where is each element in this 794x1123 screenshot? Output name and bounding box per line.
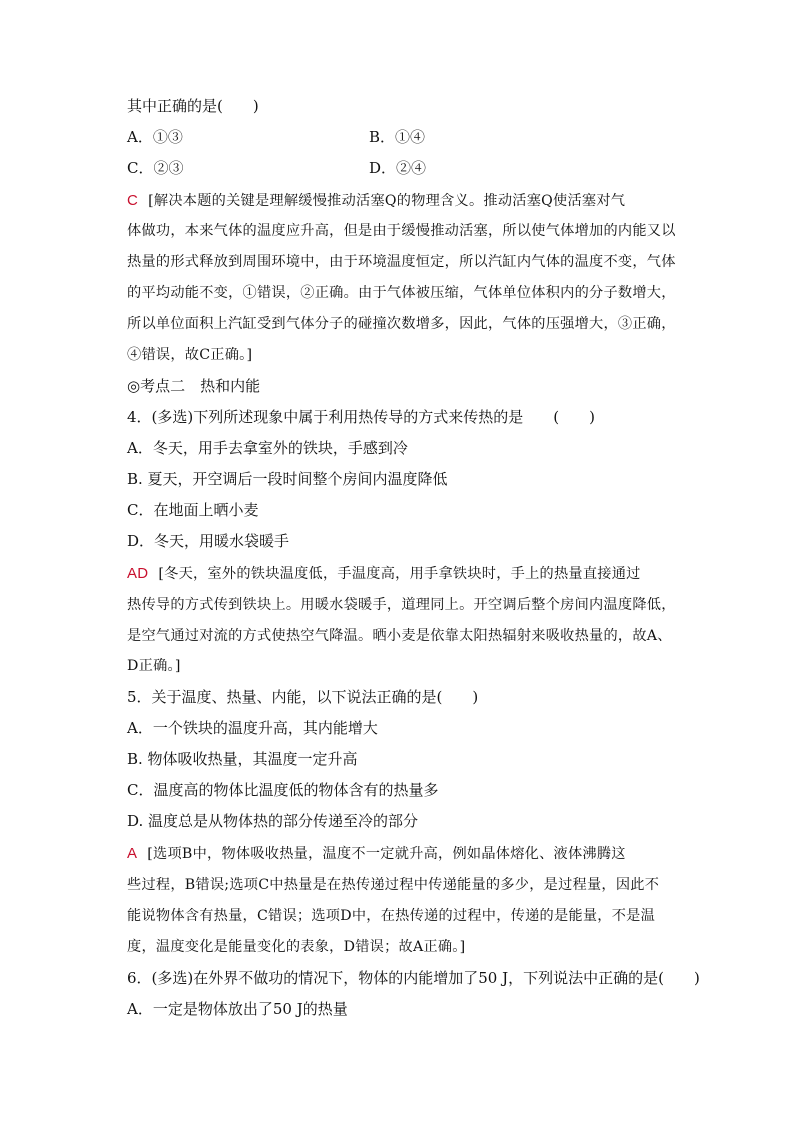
q3-analysis-line-4: 的平均动能不变，①错误，②正确。由于气体被压缩，气体单位体积内的分子数增大， bbox=[127, 285, 676, 301]
q4-analysis-line-4: D正确。] bbox=[127, 658, 181, 674]
q5-option-a: A．一个铁块的温度升高，其内能增大 bbox=[127, 719, 378, 737]
q5-analysis-line-2: 些过程，B错误;选项C中热量是在热传递过程中传递能量的多少，是过程量，因此不 bbox=[127, 877, 660, 893]
q3-answer-mark: C bbox=[127, 192, 139, 209]
q5-answer-mark: A bbox=[127, 845, 138, 862]
q5-option-d: D. 温度总是从物体热的部分传递至冷的部分 bbox=[127, 812, 419, 830]
q3-option-a: A．①③ bbox=[127, 128, 183, 146]
q3-option-c: C．②③ bbox=[127, 159, 184, 177]
q3-stem-tail: 其中正确的是( ) bbox=[127, 97, 259, 115]
q5-analysis-text-1: [选项B中，物体吸收热量，温度不一定就升高，例如晶体熔化、液体沸腾这 bbox=[147, 846, 626, 862]
q3-analysis-line-3: 热量的形式释放到周围环境中，由于环境温度恒定，所以汽缸内气体的温度不变，气体 bbox=[127, 254, 676, 270]
q3-analysis-line-1 bbox=[127, 191, 625, 211]
q4-stem: 4．(多选)下列所述现象中属于利用热传导的方式来传热的是 ( ) bbox=[127, 408, 595, 426]
q4-analysis-line-1 bbox=[127, 564, 641, 584]
q4-option-d: D．冬天，用暖水袋暖手 bbox=[127, 532, 290, 550]
q3-analysis-line-6: ④错误，故C正确。] bbox=[127, 347, 253, 363]
q4-option-c: C．在地面上晒小麦 bbox=[127, 501, 259, 519]
q6-stem: 6．(多选)在外界不做功的情况下，物体的内能增加了50 J，下列说法中正确的是( ) bbox=[127, 969, 700, 987]
q3-analysis-line-2: 体做功，本来气体的温度应升高，但是由于缓慢推动活塞，所以使气体增加的内能又以 bbox=[127, 223, 676, 239]
q6-option-a: A．一定是物体放出了50 J的热量 bbox=[127, 1000, 348, 1018]
q5-analysis-line-3: 能说物体含有热量，C错误；选项D中，在热传递的过程中，传递的是能量，不是温 bbox=[127, 908, 656, 924]
q4-option-b: B. 夏天，开空调后一段时间整个房间内温度降低 bbox=[127, 470, 448, 488]
q5-option-b: B. 物体吸收热量，其温度一定升高 bbox=[127, 750, 358, 768]
q3-analysis-line-5: 所以单位面积上汽缸受到气体分子的碰撞次数增多，因此，气体的压强增大，③正确， bbox=[127, 316, 676, 332]
q4-answer-mark: AD bbox=[127, 565, 149, 582]
q3-option-b: B．①④ bbox=[369, 128, 426, 146]
q3-analysis-text-1: [解决本题的关键是理解缓慢推动活塞Q的物理含义。推动活塞Q使活塞对气 bbox=[148, 193, 626, 209]
q3-option-d: D．②④ bbox=[369, 159, 427, 177]
q4-analysis-text-1: [冬天，室外的铁块温度低，手温度高，用手拿铁块时，手上的热量直接通过 bbox=[158, 566, 641, 582]
q5-analysis-line-1 bbox=[127, 844, 626, 864]
q5-option-c: C．温度高的物体比温度低的物体含有的热量多 bbox=[127, 781, 439, 799]
q4-analysis-line-3: 是空气通过对流的方式使热空气降温。晒小麦是依靠太阳热辐射来吸收热量的，故A、 bbox=[127, 628, 672, 644]
q4-analysis-line-2: 热传导的方式传到铁块上。用暖水袋暖手，道理同上。开空调后整个房间内温度降低， bbox=[127, 597, 676, 613]
q4-option-a: A．冬天，用手去拿室外的铁块，手感到冷 bbox=[127, 439, 408, 457]
section-title: ◎考点二 热和内能 bbox=[127, 377, 261, 395]
q5-analysis-line-4: 度，温度变化是能量变化的表象，D错误；故A正确。] bbox=[127, 939, 466, 955]
q5-stem: 5．关于温度、热量、内能，以下说法正确的是( ) bbox=[127, 688, 479, 706]
